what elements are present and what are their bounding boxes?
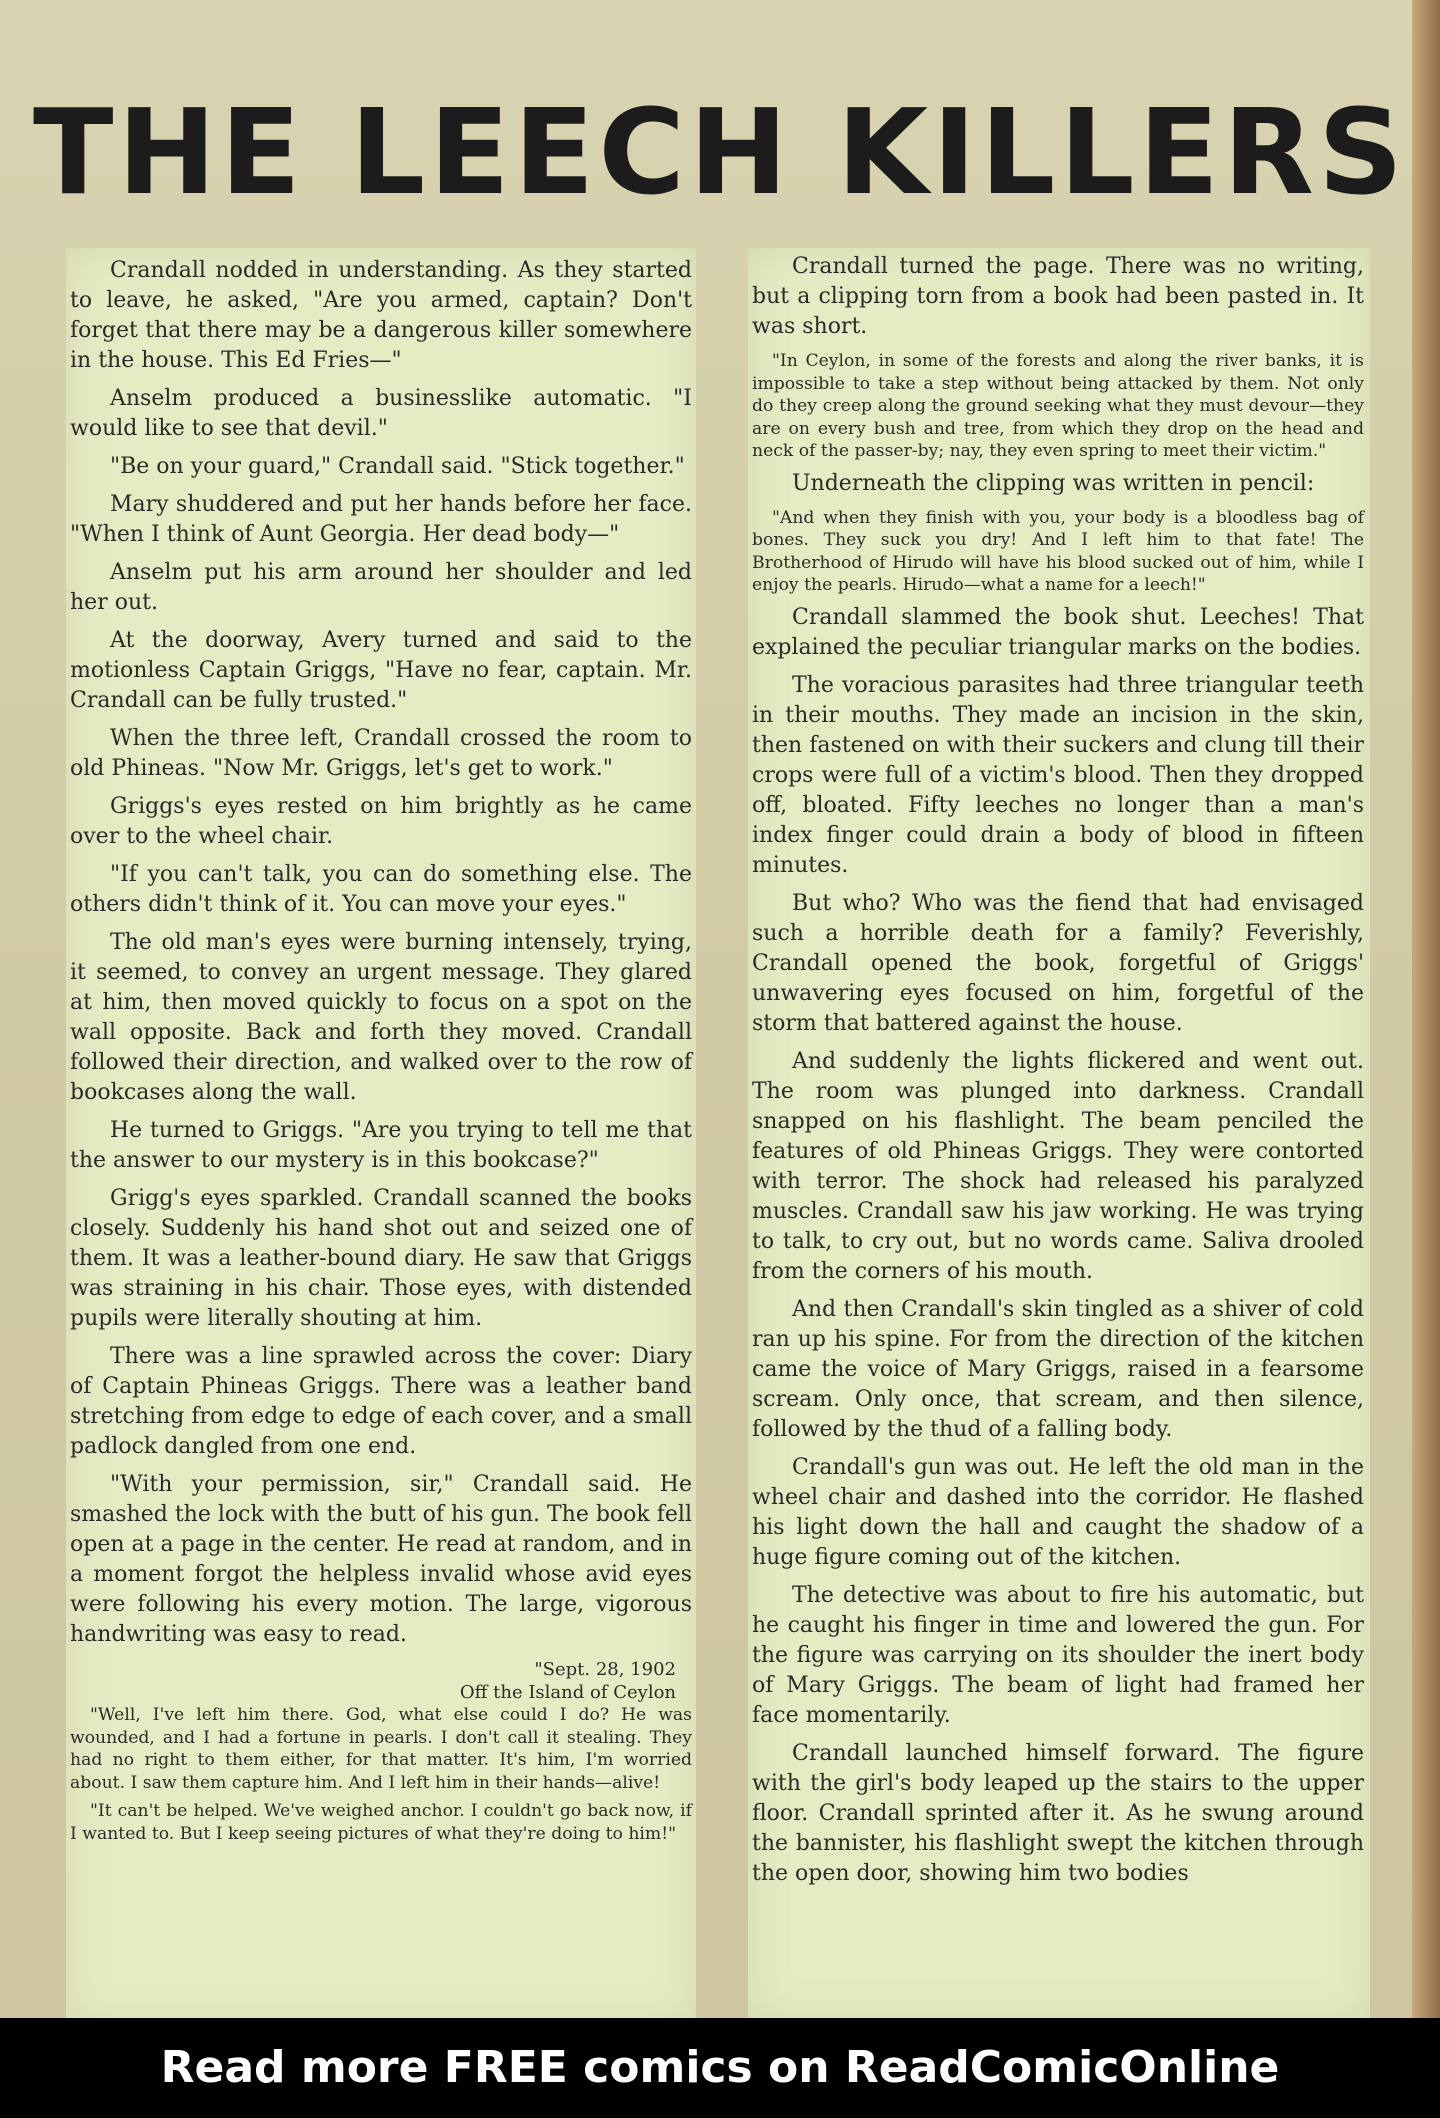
paragraph: "If you can't talk, you can do something else. The others didn't think of it. You can move your eyes." [70, 862, 692, 917]
paragraph: The detective was about to fire his automatic, but he caught his finger in time and lowered the gun. For the figure was carrying on its shoulder the inert body of Mary Griggs. The beam of light had framed her face momentarily. [752, 1582, 1364, 1728]
page-edge [1412, 0, 1440, 2018]
paragraph: There was a line sprawled across the cover: Diary of Captain Phineas Griggs. There was a leather band stretching from edge to edge of each cover, and a small padlock dangled from one end. [70, 1344, 692, 1459]
paragraph: Crandall slammed the book shut. Leeches! That explained the peculiar triangular marks on the bodies. [752, 604, 1364, 660]
paragraph: He turned to Griggs. "Are you trying to tell me that the answer to our mystery is in this bookcase?" [70, 1118, 692, 1173]
paragraph: Mary shuddered and put her hands before her face. "When I think of Aunt Georgia. Her dead body—" [70, 492, 692, 547]
paragraph: But who? Who was the fiend that had envisaged such a horrible death for a family? Feverishly, Crandall opened the book, forgetful of Griggs' unwavering eyes focused on him, forgetful of the storm that battered against the house. [752, 890, 1364, 1036]
right-text-column [748, 248, 1370, 2018]
paragraph: The old man's eyes were burning intensely, trying, it seemed, to convey an urgent message. They glared at him, then moved quickly to focus on a spot on the wall opposite. Back and forth they moved. Crandall followed their direction, and walked over to the row of bookcases along the wall. [70, 930, 692, 1105]
paragraph: Crandall nodded in understanding. As they started to leave, he asked, "Are you armed, captain? Don't forget that there may be a dangerous killer somewhere in the house. This Ed Fries—" [70, 258, 692, 373]
paragraph: And then Crandall's skin tingled as a shiver of cold ran up his spine. For from the direction of the kitchen came the voice of Mary Griggs, raised in a fearsome scream. Only once, that scream, and then silence, followed by the thud of a falling body. [752, 1296, 1364, 1442]
paragraph: Grigg's eyes sparkled. Crandall scanned the books closely. Suddenly his hand shot out and seized one of them. It was a leather-bound diary. He saw that Griggs was straining in his chair. Those eyes, with distended pupils were literally shouting at him. [70, 1186, 692, 1331]
paragraph: Anselm produced a businesslike automatic. "I would like to see that devil." [70, 386, 692, 441]
pencil-note: "And when they finish with you, your body is a bloodless bag of bones. They suck you dry! And I left him to that fate! The Brotherhood of Hirudo will have his blood sucked out of him, while I enjoy the pearls. Hirudo—what a name for a leech!" [752, 507, 1364, 595]
book-clipping: "In Ceylon, in some of the forests and along the river banks, it is impossible to take a step without being attacked by them. Not only do they creep along the ground seeking what they must devour—they are on every bush and tree, from which they drop on the head and neck of the passer-by; nay, they even spring to meet their victim." [752, 351, 1364, 461]
story-title: THE LEECH KILLERS [33, 83, 1407, 221]
paragraph: "Be on your guard," Crandall said. "Stick together." [110, 454, 685, 479]
diary-place: Off the Island of Ceylon [459, 1682, 676, 1703]
promo-banner[interactable]: Read more FREE comics on ReadComicOnline [0, 2018, 1440, 2118]
paragraph: Anselm put his arm around her shoulder and led her out. [70, 560, 692, 615]
diary-entry: "It can't be helped. We've weighed anchor. I couldn't go back now, if I wanted to. But I keep seeing pictures of what they're doing to him!" [70, 1801, 692, 1844]
paragraph: "With your permission, sir," Crandall said. He smashed the lock with the butt of his gun. The book fell open at a page in the center. He read at random, and in a moment forgot the helpless invalid whose avid eyes were following his every motion. The large, vigorous handwriting was easy to read. [70, 1472, 692, 1647]
paragraph: Underneath the clipping was written in pencil: [792, 470, 1315, 496]
paragraph: At the doorway, Avery turned and said to the motionless Captain Griggs, "Have no fear, captain. Mr. Crandall can be fully trusted." [70, 628, 692, 713]
paragraph: Crandall turned the page. There was no writing, but a clipping torn from a book had been pasted in. It was short. [752, 254, 1364, 339]
paragraph: And suddenly the lights flickered and went out. The room was plunged into darkness. Crandall snapped on his flashlight. The beam penciled the features of old Phineas Griggs. They were contorted with terror. The shock had released his paralyzed muscles. Crandall saw his jaw working. He was trying to talk, to cry out, but no words came. Saliva drooled from the corners of his mouth. [752, 1048, 1364, 1284]
paragraph: When the three left, Crandall crossed the room to old Phineas. "Now Mr. Griggs, let's get to work." [70, 726, 692, 781]
paragraph: Crandall launched himself forward. The figure with the girl's body leaped up the stairs to the upper floor. Crandall sprinted after it. As he swung around the bannister, his flashlight swept the kitchen through the open door, showing him two bodies [752, 1740, 1364, 1886]
paragraph: The voracious parasites had three triangular teeth in their mouths. They made an incision in the skin, then fastened on with their suckers and clung till their crops were full of a victim's blood. Then they dropped off, bloated. Fifty leeches no longer than a man's index finger could drain a body of blood in fifteen minutes. [752, 672, 1364, 878]
paragraph: Crandall's gun was out. He left the old man in the wheel chair and dashed into the corridor. He flashed his light down the hall and caught the shadow of a huge figure coming out of the kitchen. [752, 1454, 1364, 1570]
paragraph: Griggs's eyes rested on him brightly as he came over to the wheel chair. [70, 794, 692, 849]
left-text-column [66, 248, 696, 2018]
diary-entry: "Well, I've left him there. God, what else could I do? He was wounded, and I had a fortune in pearls. I don't call it stealing. They had no right to them either, for that matter. It's him, I'm worried about. I saw them capture him. And I left him in their hands—alive! [70, 1705, 692, 1793]
diary-date: "Sept. 28, 1902 [534, 1659, 676, 1680]
